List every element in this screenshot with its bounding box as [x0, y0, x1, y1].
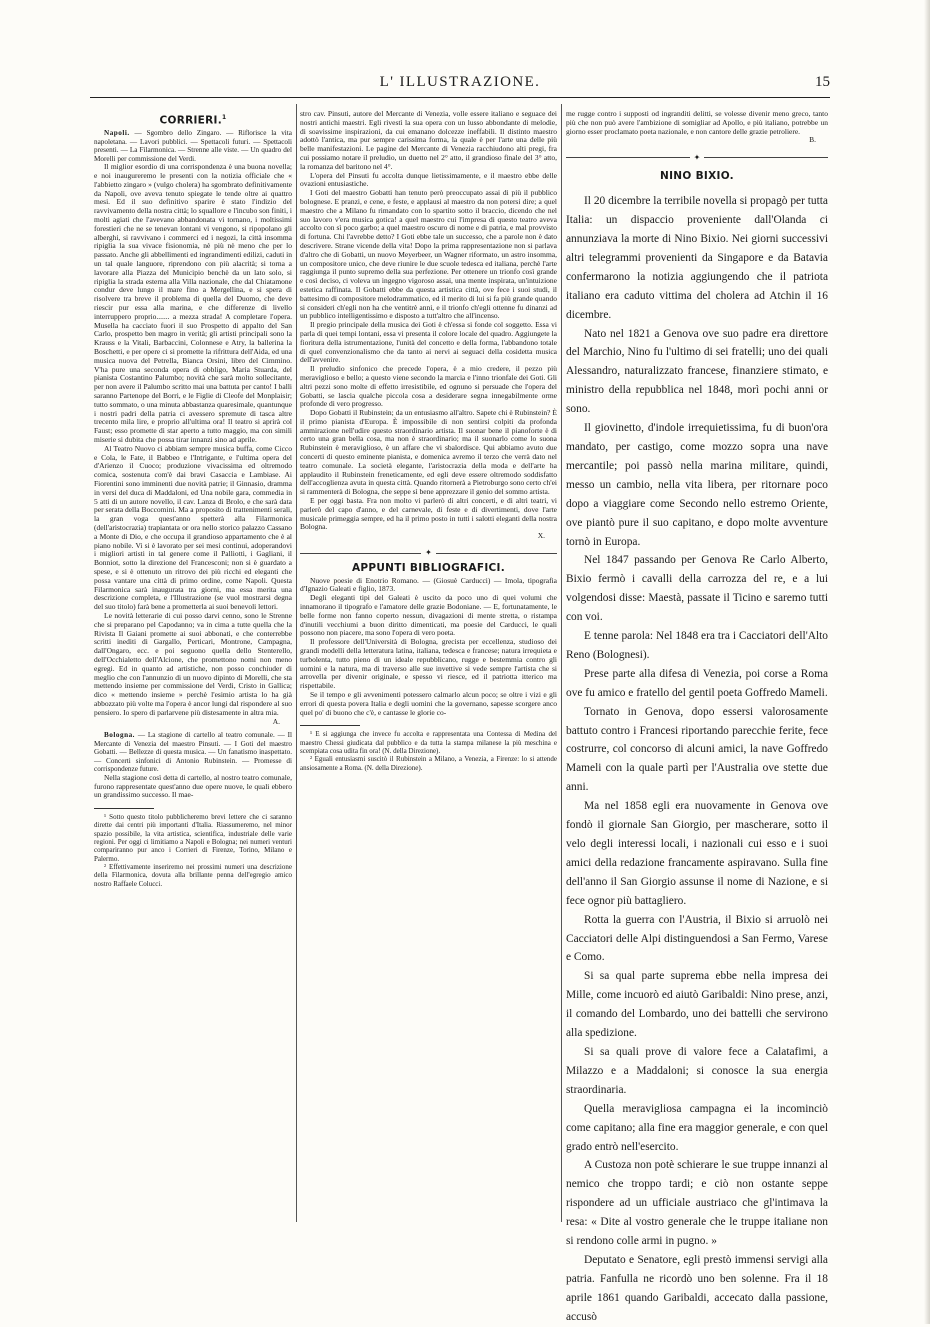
- section-title-corrieri: CORRIERI.$^1$: [159, 114, 227, 127]
- paragraph: Il preludio sinfonico che precede l'opera, è a mio credere, il pezzo più meraviglioso e bello; a questo viene secondo la marcia e l'inno trionfale dei Goti. Gli altri pezzi sono molte di effetto irresistibile, ed ognuno si persuade che l'opera del Gobatti, se lascia qualche piccola cosa a desiderare segna innegabilmente orme profonde di vero progresso.: [300, 364, 557, 409]
- paragraph: E tenne parola: Nel 1848 era tra i Cacciatori dell'Alto Reno (Bolognesi).: [566, 630, 828, 661]
- summary-bologna: Bologna. — La stagione di cartello al teatro comunale. — Il Mercante di Venezia del maestro Pinsuti. — I Goti del maestro Gobatti. — Bellezze di questa musica. — Un fanatismo inaspettato. — Concerti sinfonici di Antonio Rubinstein. — Promesse di corrispondenze future.: [94, 731, 293, 774]
- paragraph: L'opera del Pinsuti fu accolta dunque lietissimamente, e il maestro ebbe delle ovazioni entusiastiche.: [300, 170, 557, 189]
- footnote: ² Eguali entusiasmi suscitò il Rubinstein a Milano, a Venezia, a Firenze: lo si attende ansiosamente a Roma. (N. della Direzione).: [300, 755, 557, 772]
- column-middle: [300, 110, 557, 1230]
- summary-napoli: Napoli. — Sgombro dello Zingaro. — Riflorisce la vita napoletana. — Lavori pubblici. — Spettacoli futuri. — Spettacoli presenti. — La Filarmonica. — Strenne alle viste. — Un quadro del Morelli per commissione del Verdi.: [94, 129, 292, 163]
- page-number: 15: [815, 74, 830, 90]
- paragraph: Degli eleganti tipi del Galeati è uscito da poco uno di quei volumi che innamorano il tipografo e l'amatore delle grazie Bodoniane. — E, fortunatamente, le belle forme non fanno coperto nessun, divagazioni di mente stretta, o ristampa d'inutili vecchiumi a buon diritto dimenticati, ma poesie del Carducci, le quali possono non piacere, ma sono l'opera di vero poeta.: [300, 593, 557, 638]
- column-rule: [296, 104, 297, 1222]
- paragraph: A Custoza non potè schierare le sue truppe innanzi al nemico che troppo tardi; e ciò non ostante seppe rispondere ad un ufficiale austriaco che gl'intimava la resa: « Dite al vostro generale che le truppe italiane non si rendono colle armi in pugno. »: [566, 1159, 828, 1248]
- ornament-icon: ✦: [693, 153, 701, 163]
- paragraph: Il professore dell'Università di Bologna, grecista per eccellenza, studioso dei grandi modelli della letteratura latina, italiana, tedesca e francese; natura irrequieta e turbolenta, tutto pieno di un ideale repubblicano, rugge e bestemmia contro gli uomini e la natura, ma di traverso alle sue invettive si vede sempre l'artista che si arrovella per divenir originale, e spesso vi riesce, ed il patriotta itterico ma rispettabile.: [300, 637, 557, 691]
- footnote: ¹ E si aggiunga che invece fu accolta e rappresentata una Contessa di Medina del maestro Chessi giudicata dal pubblico e da tutta la stampa milanese la più meschina e scempiata cosa udita fin ora! (N. della Direzione).: [300, 730, 557, 755]
- column-corrieri: [94, 110, 292, 1230]
- paragraph: Al Teatro Nuovo ci abbiam sempre musica buffa, come Cicco e Cola, le Fate, il Babbeo e l'Intrigante, e l'ultima opera del d'Arienzo il Cuoco; produzione vivacissima ed oltremodo comica, sostenuta com'è dai bravi Casaccia e Lambiase. Ai Fiorentini sono imminenti due novità patrie; il Ginnasio, dramma in versi del duca di Maddaloni, ed Una nobile gara, commedia in 5 atti di un autore novello, il cav. Lanza di Brolo, e che sarà data per serata della Boccomini. Ma a proposito di trattenimenti serali, la gran voga quest'anno spetterà alla Filarmonica (dell'aristocrazia) trapiantata or ora nello storico palazzo Cassano a Monte di Dio, e che occupa il grandioso appartamento che è al piano nobile. Vi si è lavorato per sei mesi continui, adoperandovi i migliori artisti in tal genere come il Palliotti, i Gagliani, il Bonniot, sotto la direzione del Francesconi; non si è guardato a spese, e si è ottenuto un ritrovo dei più ricchi ed eleganti che possa vantare una città di primo ordine, come Napoli. Questa Filarmonica sarà inaugurata tra giorni, ma essa merita una descrizione completa, e l'Illustrazione (se vuol mostrarsi degna del suo titolo) farà bene a prometterla ai suoi benevoli lettori.: [94, 443, 292, 612]
- signature: B.: [809, 135, 816, 145]
- paragraph: Quella meravigliosa campagna ei la incominciò come capitano; alla fine era maggior generale, e con quel grado entrò nell'esercito.: [566, 1102, 828, 1153]
- paragraph: Il pregio principale della musica dei Goti è ch'essa si fonde col soggetto. Essa vi parla di quei tempi lontani, essa vi presenta il colore locale del quadro. Aggiungete la fioritura della istrumentazione, l'unità del concetto e della forma, l'abbandono totale di quel convenzionalismo che da tanto ai nervi ai seguaci della cosidetta musica dell'avvenire.: [300, 320, 557, 365]
- section-title-appunti: APPUNTI BIBLIOGRAFICI.: [351, 561, 506, 574]
- paragraph: Nato nel 1821 a Genova ove suo padre era direttore del Marchio, Nino fu l'ultimo di sei fratelli; uno dei quali Alessandro, naturalizzato francese, finanziere stimato, e ministro della repubblica nel 1848, morì pochi anni or sono.: [566, 327, 828, 416]
- ornament-icon: ✦: [425, 548, 432, 558]
- paragraph: Dopo Gobatti il Rubinstein; da un entusiasmo all'altro. Sapete chi è Rubinstein? È il primo pianista d'Europa. È impossibile di non sentirsi colpiti da profonda ammirazione nell'udire questo straordinario artista. Il suonar bene il pianoforte è di certo una gran bella cosa, ma non è straordinario; ma il suonarlo come lo suona Rubinstein è meraviglioso, è un affare che vi sbalordisce. Qui abbiamo avuto due concerti di questo eminente pianista, e domenica avremo il terzo che verrà dato nel teatro comunale. La società elegante, l'aristocrazia della moda e dell'arte ha applaudito il Rubinstein freneticamente, ed egli deve essere oltremodo soddisfatto dell'accoglienza avuta in questa città. Quando ritornerà a Pietroburgo sono certo ch'ei si rammenterà di Bologna, che seppe sì bene apprezzare il genio del sommo artista.: [300, 408, 557, 497]
- paragraph: Il giovinetto, d'indole irrequietissima, fu di buon'ora mandato, per castigo, come mozzo sopra una nave mercantile; poi passò nella marina militare, quindi, messo un cambio, nella vita libera, per ritornare poco dopo a viaggiare come Secondo nello estremo Oriente, ove piantò pure il suo capitano, e dopo molte avventure tornò in Europa.: [566, 422, 828, 548]
- paragraph: Se il tempo e gli avvenimenti potessero calmarlo alcun poco; se oltre i vizi e gli errori di questa povera Italia e degli uomini che la governano, sapesse scorgere anco quel po' di buono che c'è, e cantasse le glorie co-: [300, 690, 557, 717]
- running-title: L' ILLUSTRAZIONE.: [379, 74, 541, 90]
- footnote: ¹ Sotto questo titolo pubblicheremo brevi lettere che ci saranno dirette dai centri più importanti d'Italia. Riassumeremo, nel minor spazio possibile, la vita artistica, scientifica, industriale delle varie regioni. Per oggi ci limitiamo a Napoli e Bologna; nei numeri venturi compariranno pur anco i Corrieri di Firenze, Torino, Milano e Palermo.: [94, 813, 292, 863]
- paragraph: me rugge contro i supposti od ingranditi delitti, se volesse divenir meno greco, tanto più che non può avere l'ambizione di somigliar ad Apollo, e più italiano, potrebbe un giorno esser proclamato poeta nazionale, e non cantore delle grazie petroliere.: [566, 109, 828, 136]
- paragraph: Prese parte alla difesa di Venezia, poi corse a Roma ove fu amico e fratello del gentil poeta Goffredo Mameli.: [566, 667, 828, 699]
- signature: X.: [537, 531, 545, 541]
- paragraph: Rotta la guerra con l'Austria, il Bixio si arruolò nei Cacciatori delle Alpi distinguendosi a San Fermo, Varese e Como.: [566, 913, 828, 964]
- page-edge-shadow: [924, 0, 930, 1324]
- paragraph: I Goti del maestro Gobatti han tenuto però preoccupato assai di più il pubblico bolognese. E pranzi, e cene, e feste, e applausi al maestro da non potersi dire; a quel maestro che a Milano fu rimandato con lo spartito sotto il braccio, dicendo che nel suo lavoro v'era musica gotica! a quel maestro cui l'impresa di questo teatro aveva accolto con sì poco garbo; a quel maestro oscuro di nome e di patria, e mal provvisto di fortuna. Chi l'avrebbe detto? I Goti ebbe tale un successo, che a parole non è dato descrivere. Strane vicende della vita! Dopo la prima rappresentazione non si parlava d'altro che di Gobatti, un nuovo Meyerbeer, un Wagner riformato, un astro insomma, un compositore unico, che deve riunire le due scuole tedesca ed italiana, perchè l'arte raggiunga il punto supremo della sua perfezione. Per ottenere un trionfo così grande e così deciso, ci voleva un ingegno vigoroso assai, una mente inspirata, un'intuizione estetica raffinata. Il Gobatti ebbe da questa artistica città, ove fece i suoi studi, il battesimo di compositore melodrammatico, ed il merito di lui si fa più grande quando si consideri ch'egli non ha che ventitrè anni, e il trionfo ch'egli ottenne fu dinanzi ad un pubblico intelligentissimo e disposto a tutt'altro che all'incenso.: [300, 188, 557, 321]
- signature: A.: [272, 716, 280, 726]
- footnote-rule: [300, 725, 360, 726]
- section-separator: [566, 153, 828, 162]
- paragraph: Deputato e Senatore, egli prestò immensi servigi alla patria. Fanfulla ne ricordò uno ben solenne. Fra il 18 aprile 1861 quando Garibaldi, accecato dalla passione, accusò: [566, 1253, 828, 1323]
- paragraph: Nuove poesie di Enotrio Romano. — (Giosuè Carducci) — Imola, tipografia d'Ignazio Galeati e figlio, 1873.: [300, 575, 557, 594]
- paragraph: Nel 1847 passando per Genova Re Carlo Alberto, Bixio fermò i cavalli della carrozza del re, e a lui volgendosi disse: Maestà, passate il Ticino e saremo tutti con voi.: [566, 554, 828, 624]
- paragraph: Ma nel 1858 egli era nuovamente in Genova ove fondò il giornale San Giorgio, per mascherare, sotto il velo degli interessi locali, i nazionali cui esso e i suoi amici della redazione francamente aspiravano. Sulla fine dell'anno il San Giorgio assunse il nome di Nazione, e si fece ognor più battagliero.: [566, 800, 828, 907]
- paragraph: Il miglior esordio di una corrispondenza è una buona novella; e noi inaugureremo le presenti con la notizia officiale che « l'abbietto zingaro » (vulgo cholera) ha sgombrato definitivamente da Napoli, ove aveva tenuto spiegate le tende oltre ai quattro mesi. Ed il suo definitivo sparire è stato l'indizio del ravvivamento della nostra città; lo squallore e l'incubo son finiti, i molti agiati che l'avevano abbandonata vi tornano, i moltissimi forestieri che ne se tenevan lontani vi vengono, si ripopolano gli alberghi, si ravvivano i commerci ed i negozi, la città insomma ripiglia la sua vivace fisionomia, nè più nè meno che per lo passato. Anche gli abbellimenti ed ingrandimenti edilizi, caduti in un tal quale languore, riprendono con più alacrità; si torna a lavorare alla Piazza del Municipio benchè da un lato solo, si ripiglia la strada esterna alla Villa nazionale, che dal Chiatamone condur deve lungo il mare fino a Mergellina, e si spera di risolvere tra breve il problema di quella del Duomo, che deve riescir pur essa alla marina, e che differenze di livello interruppero proprio....... a mezza strada! A completare l'opera. Musella ha cacciato fuori il suo Prospetto di appalto del San Carlo, prospetto ben magro in verità; gli artisti principali sono la Krauss e la Vitali, Barbaccini, Colonnese e Atry, la ballerina la Boschetti, e per opere ci si promette la rifrittura dell'Aida, ed una musica nuova del Petrella, Bianca Orsini, libro del Cimmino. V'ha pure una seconda opera di obbligo, Maria Stuarda, del pianista Costantino Palumbo; novità che sarà molto sollecitante, per non avere il Palumbo scritto mai una battuta per canto! I balli saranno Partenope del Borri, e le Figlie di Cleofe del Monplaisir; tutto sommato, o una minuta abbastanza quaresimale, quantunque i nostri padri della patria ci avessero spremute di tasca altre trecento mila lire, e proprio all'ultima ora! Il teatro si aprirà col Faust; esso promette di star aperto a tutto maggio, ma con simili miserie si dubita che possa tirar innanzi sino ad aprile.: [94, 162, 292, 444]
- paragraph: Si sa quali prove di valore fece a Calatafimi, a Milazzo e a Maddaloni; si conosce la sua energia straordinaria.: [566, 1045, 828, 1096]
- column-rule: [561, 104, 562, 1222]
- column-nino-bixio: [566, 109, 828, 1323]
- header-rule: [90, 97, 830, 98]
- footnote-rule: [94, 808, 154, 809]
- paragraph: stro cav. Pinsuti, autore del Mercante di Venezia, volle essere italiano e seguace dei nostri antichi maestri. Egli rivestì la sua opera con un lusso abbondante di melodie, di soavissime inspirazioni, da cui emanano dolcezze ineffabili. Il distinto maestro adottò l'antica, ma pur sempre carissima forma, la quale è per l'arte una delle più belle manifestazioni. Le pagine del Mercante di Venezia racchiudono alti pregi, fra cui possiamo notare il preludio, un duetto nel 2° atto, il grandioso finale del 3° atto, la romanza del baritono nel 4°.: [300, 109, 557, 171]
- footnote: ² Effettivamente inseriremo nei prossimi numeri una descrizione della Filarmonica, dovuta alla brillante penna dell'egregio amico nostro Raffaele Colucci.: [94, 862, 292, 888]
- paragraph: Nella stagione così detta di cartello, al nostro teatro comunale, furono rappresentate quest'anno due opere nuove, le quali ebbero un grandissimo successo. Il mae-: [94, 772, 292, 800]
- paragraph: Le novità letterarie di cui posso darvi cenno, sono le Strenne che si preparano pel Capodanno; va in cima a tutte quella che la Rivista Il Gaiani promette ai suoi abbonati, e che conterrebbe scritti inediti di Gargallo, Perticari, Montrone, Campagna, dall'Ongaro, ecc. e poi seguono quella dello Stenterello, dell'Occhialetto dell'Alcione, che promettono nomi non meno egregi. Ed in quanto ad artistiche, non posso conchiuder di meglio che con l'annunzio di un nuovo dipinto di Morelli, che sta mettendo insieme per commissione del Verdi, Cristo in Gallica; dico « mettendo insieme » perchè l'esimio artista lo ha già abbozzato più volte ma l'opera è ancor lungi dal rispondere al suo pensiero. Io spero di parlarvene più distesamente in altra mia.: [94, 610, 292, 717]
- paragraph: Il 20 dicembre la terribile novella si propagò per tutta Italia: un dispaccio proveniente dall'Olanda ci annunziava la morte di Nino Bixio. Nei giorni successivi altri telegrammi provenienti da Singapore e da Batavia confermarono la notizia aggiungendo che il patriota italiano era caduto vittima del cholera ad Atchin il 16 dicembre.: [566, 195, 828, 321]
- page-header: [90, 74, 830, 96]
- section-separator: [300, 549, 557, 558]
- paragraph: E per oggi basta. Fra non molto vi parlerò di altri concerti, e di altri teatri, vi parlerò del capo d'anno, e del carnevale, di feste e di divertimenti, dove l'arte musicale primeggia sempre, ed ha il primo posto in tutti i salotti eleganti della nostra Bologna.: [300, 496, 557, 532]
- paragraph: Si sa qual parte suprema ebbe nella impresa dei Mille, come incuorò ed aiutò Garibaldi: Nino prese, anzi, il comando del Lombardo, uno dei battelli che servirono alla spedizione.: [566, 970, 828, 1040]
- section-title-nino-bixio: NINO BIXIO.: [660, 170, 734, 183]
- paragraph: Tornato in Genova, dopo essersi valorosamente battuto contro i Francesi riportando parecchie ferite, fece costrurre, col concorso di alcuni amici, la nave Goffredo Mameli con la quale partì per l'Australia ove stette due anni.: [566, 705, 828, 794]
